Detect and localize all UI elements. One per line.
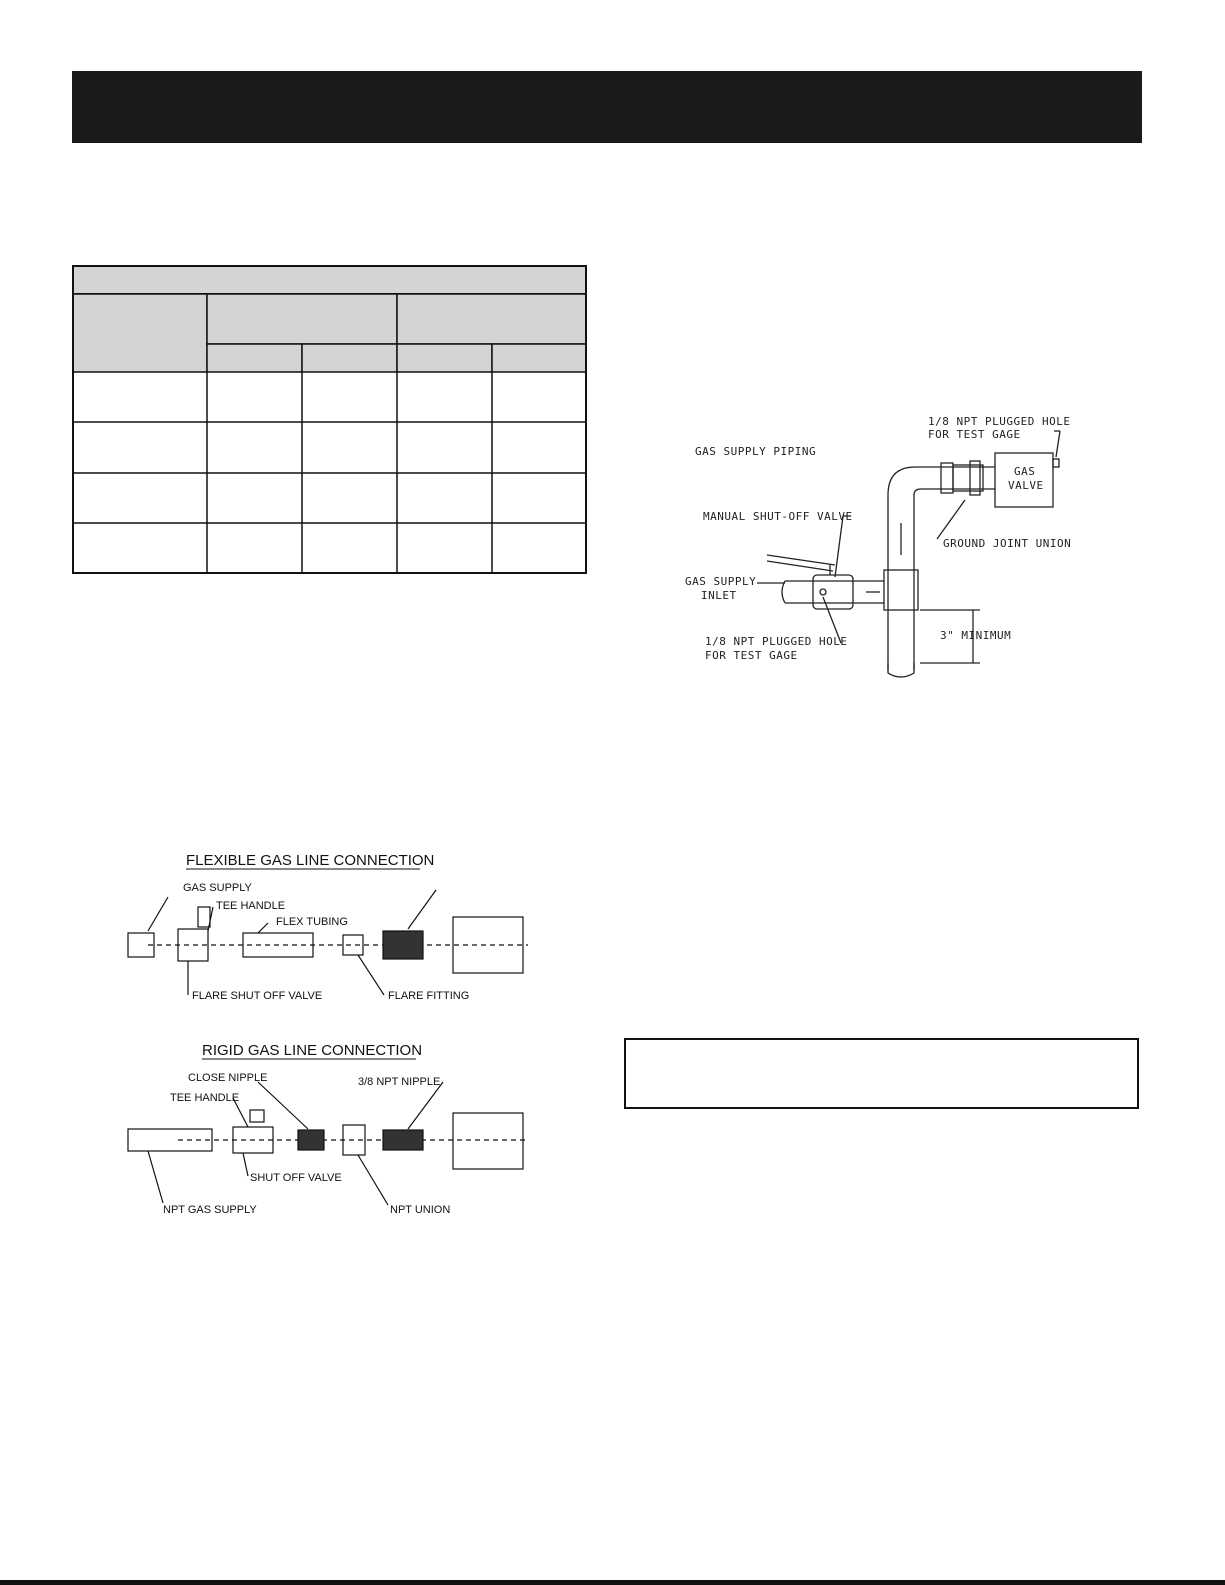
rigid-tee-handle-label: TEE HANDLE <box>170 1092 240 1104</box>
supply-label-2: INLET <box>701 589 737 602</box>
minimum-label: 3" MINIMUM <box>940 629 1012 642</box>
close-nipple-label: CLOSE NIPPLE <box>188 1072 268 1084</box>
ground-union-label: GROUND JOINT UNION <box>943 537 1072 550</box>
plug-top-label-1: 1/8 NPT PLUGGED HOLE <box>928 415 1071 428</box>
flare-valve-label: FLARE SHUT OFF VALVE <box>192 990 323 1002</box>
npt-union-label: NPT UNION <box>390 1204 451 1216</box>
npt-gas-supply-label: NPT GAS SUPPLY <box>163 1204 257 1216</box>
flex-tee-handle-label: TEE HANDLE <box>216 900 286 912</box>
spec-table <box>72 265 587 575</box>
plug-bottom-label-2: FOR TEST GAGE <box>705 649 798 662</box>
gas-line-connection-figures <box>118 845 538 1225</box>
plug-bottom-label-1: 1/8 NPT PLUGGED HOLE <box>705 635 848 648</box>
gas-valve-label-1: GAS <box>1014 465 1036 478</box>
npt-nipple-label: 3/8 NPT NIPPLE <box>358 1076 441 1088</box>
shut-off-valve-label: SHUT OFF VALVE <box>250 1172 342 1184</box>
flex-tubing-label: FLEX TUBING <box>276 916 348 928</box>
supply-label-1: GAS SUPPLY <box>685 575 757 588</box>
page-header-bar <box>72 71 1142 143</box>
rigid-title: RIGID GAS LINE CONNECTION <box>202 1042 423 1059</box>
gas-valve-label-2: VALVE <box>1008 479 1044 492</box>
flare-fitting-label: FLARE FITTING <box>388 990 470 1002</box>
gas-supply-piping-diagram <box>675 405 1095 690</box>
note-box <box>624 1038 1139 1109</box>
bottom-rule <box>0 1580 1225 1585</box>
plug-top-label-2: FOR TEST GAGE <box>928 428 1021 441</box>
manual-valve-label: MANUAL SHUT-OFF VALVE <box>703 510 853 523</box>
flex-gas-supply-label: GAS SUPPLY <box>183 882 252 894</box>
piping-title: GAS SUPPLY PIPING <box>695 445 817 458</box>
flexible-title: FLEXIBLE GAS LINE CONNECTION <box>186 852 435 869</box>
